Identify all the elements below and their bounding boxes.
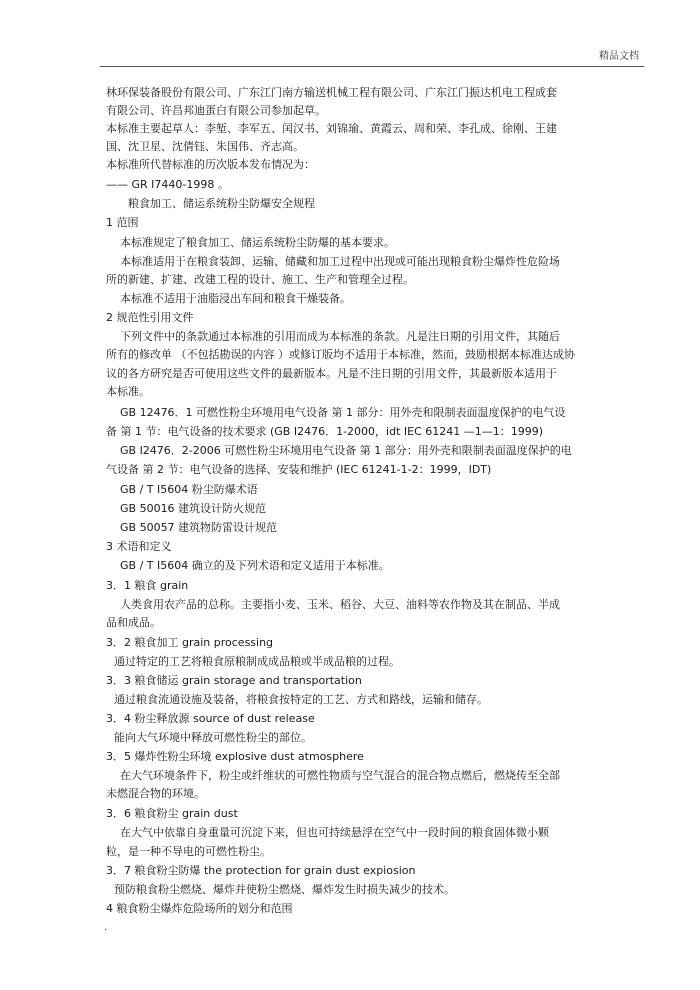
text-line: 国、沈卫星、沈倩钰、朱国伟、齐志高。 <box>106 140 304 153</box>
text-line: GB 50057 建筑物防雷设计规范 <box>120 521 278 534</box>
text-line: 本标准所代替标准的历次版本发布情况为： <box>106 158 315 171</box>
text-line: 3．5 爆炸性粉尘环境 explosive dust atmosphere <box>106 750 364 763</box>
text-line: 粒，是一种不导电的可燃性粉尘。 <box>106 845 271 858</box>
text-line: 3．3 粮食储运 grain storage and transportation <box>106 674 362 687</box>
text-line: 所的新建、扩建、改建工程的设计、施工、生产和管理全过程。 <box>106 273 414 286</box>
text-line: 3 术语和定义 <box>106 540 172 553</box>
text-line: 3．4 粉尘释放源 source of dust release <box>106 712 315 725</box>
text-line: 3．1 粮食 grain <box>106 579 189 592</box>
text-line: 所有的修改单 （不包括勘误的内容 ）或修订版均不适用于本标准，然而，鼓励根据本标准达成协 <box>106 348 575 361</box>
text-line: 备 第 1 节：电气设备的技术要求 (GB I2476．1-2000，idt IEC 61241 —1—1：1999) <box>106 425 544 438</box>
text-line: GB 12476．1 可燃性粉尘环境用电气设备 第 1 部分：用外壳和限制表面温度保护的电气设 <box>120 406 566 419</box>
text-line: 本标准适用于在粮食装卸、运输、储藏和加工过程中出现或可能出现粮食粉尘爆炸性危险场 <box>120 255 560 268</box>
text-line: 本标准。 <box>106 385 150 398</box>
text-line: 有限公司、许昌邦迪蛋白有限公司参加起草。 <box>106 104 326 117</box>
text-line: 本标准规定了粮食加工、储运系统粉尘防爆的基本要求。 <box>120 236 395 249</box>
text-line: 1 范围 <box>106 216 139 229</box>
text-line: 能向大气环境中释放可燃性粉尘的部位。 <box>114 731 312 744</box>
text-line: 林环保装备股份有限公司、广东江门南方输送机械工程有限公司、广东江门振达机电工程成套 <box>106 86 557 99</box>
text-line: 在大气环境条件下，粉尘或纤维状的可燃性物质与空气混合的混合物点燃后，燃烧传至全部 <box>120 769 560 782</box>
text-line: 本标准不适用于油脂浸出车间和粮食干燥装备。 <box>120 292 351 305</box>
text-line: 2 规范性引用文件 <box>106 311 194 324</box>
text-line: 在大气中依靠自身重量可沉淀下来，但也可持续悬浮在空气中一段时间的粮食固体微小颗 <box>120 826 549 839</box>
text-line: 3．6 粮食粉尘 grain dust <box>106 807 238 820</box>
text-line: 议的各方研究是否可使用这些文件的最新版本。凡是不注日期的引用文件，其最新版本适用于 <box>106 367 557 380</box>
text-line: 3．2 粮食加工 grain processing <box>106 636 274 649</box>
text-line: 预防粮食粉尘燃烧、爆炸并使粉尘燃烧、爆炸发生时损失减少的技术。 <box>114 883 455 896</box>
text-line: 4 粮食粉尘爆炸危险场所的划分和范围 <box>106 902 293 915</box>
text-line: 通过粮食流通设施及装备，将粮食按特定的工艺、方式和路线，运输和储存。 <box>114 693 488 706</box>
text-line: 通过特定的工艺将粮食原粮制成成品粮或半成品粮的过程。 <box>114 655 400 668</box>
text-line: 人类食用农产品的总称。主要指小麦、玉米、稻谷、大豆、油料等农作物及其在制品、半成 <box>120 598 560 611</box>
text-line: 粮食加工、储运系统粉尘防爆安全规程 <box>128 197 315 210</box>
text-line: —— GR I7440-1998 。 <box>106 178 229 191</box>
text-line: 下列文件中的条款通过本标准的引用而成为本标准的条款。凡是注日期的引用文件，其随后 <box>120 330 560 343</box>
header-divider <box>100 66 644 67</box>
text-line: GB 50016 建筑设计防火规范 <box>120 502 267 515</box>
page-header-label: 精品文档 <box>599 51 639 62</box>
text-line: GB / T I5604 确立的及下列术语和定义适用于本标准。 <box>120 559 390 572</box>
text-line: 气设备 第 2 节：电气设备的选择、安装和维护 (IEC 61241-1-2：1999，IDT) <box>106 463 492 476</box>
text-line: 3．7 粮食粉尘防爆 the protection for grain dust expiosion <box>106 864 416 877</box>
text-line: 未燃混合物的环境。 <box>106 787 205 800</box>
text-line: 品和成品。 <box>106 616 161 629</box>
text-line: GB I2476．2-2006 可燃性粉尘环境用电气设备 第 1 部分：用外壳和限制表面温度保护的电 <box>120 444 572 457</box>
footer-mark: . <box>104 922 108 933</box>
text-line: 本标准主要起草人：李堑、李军五、闰汉书、刘锦瑜、黄霞云、周和荣、李孔成、徐刚、王建 <box>106 122 557 135</box>
text-line: GB / T I5604 粉尘防爆术语 <box>120 483 258 496</box>
